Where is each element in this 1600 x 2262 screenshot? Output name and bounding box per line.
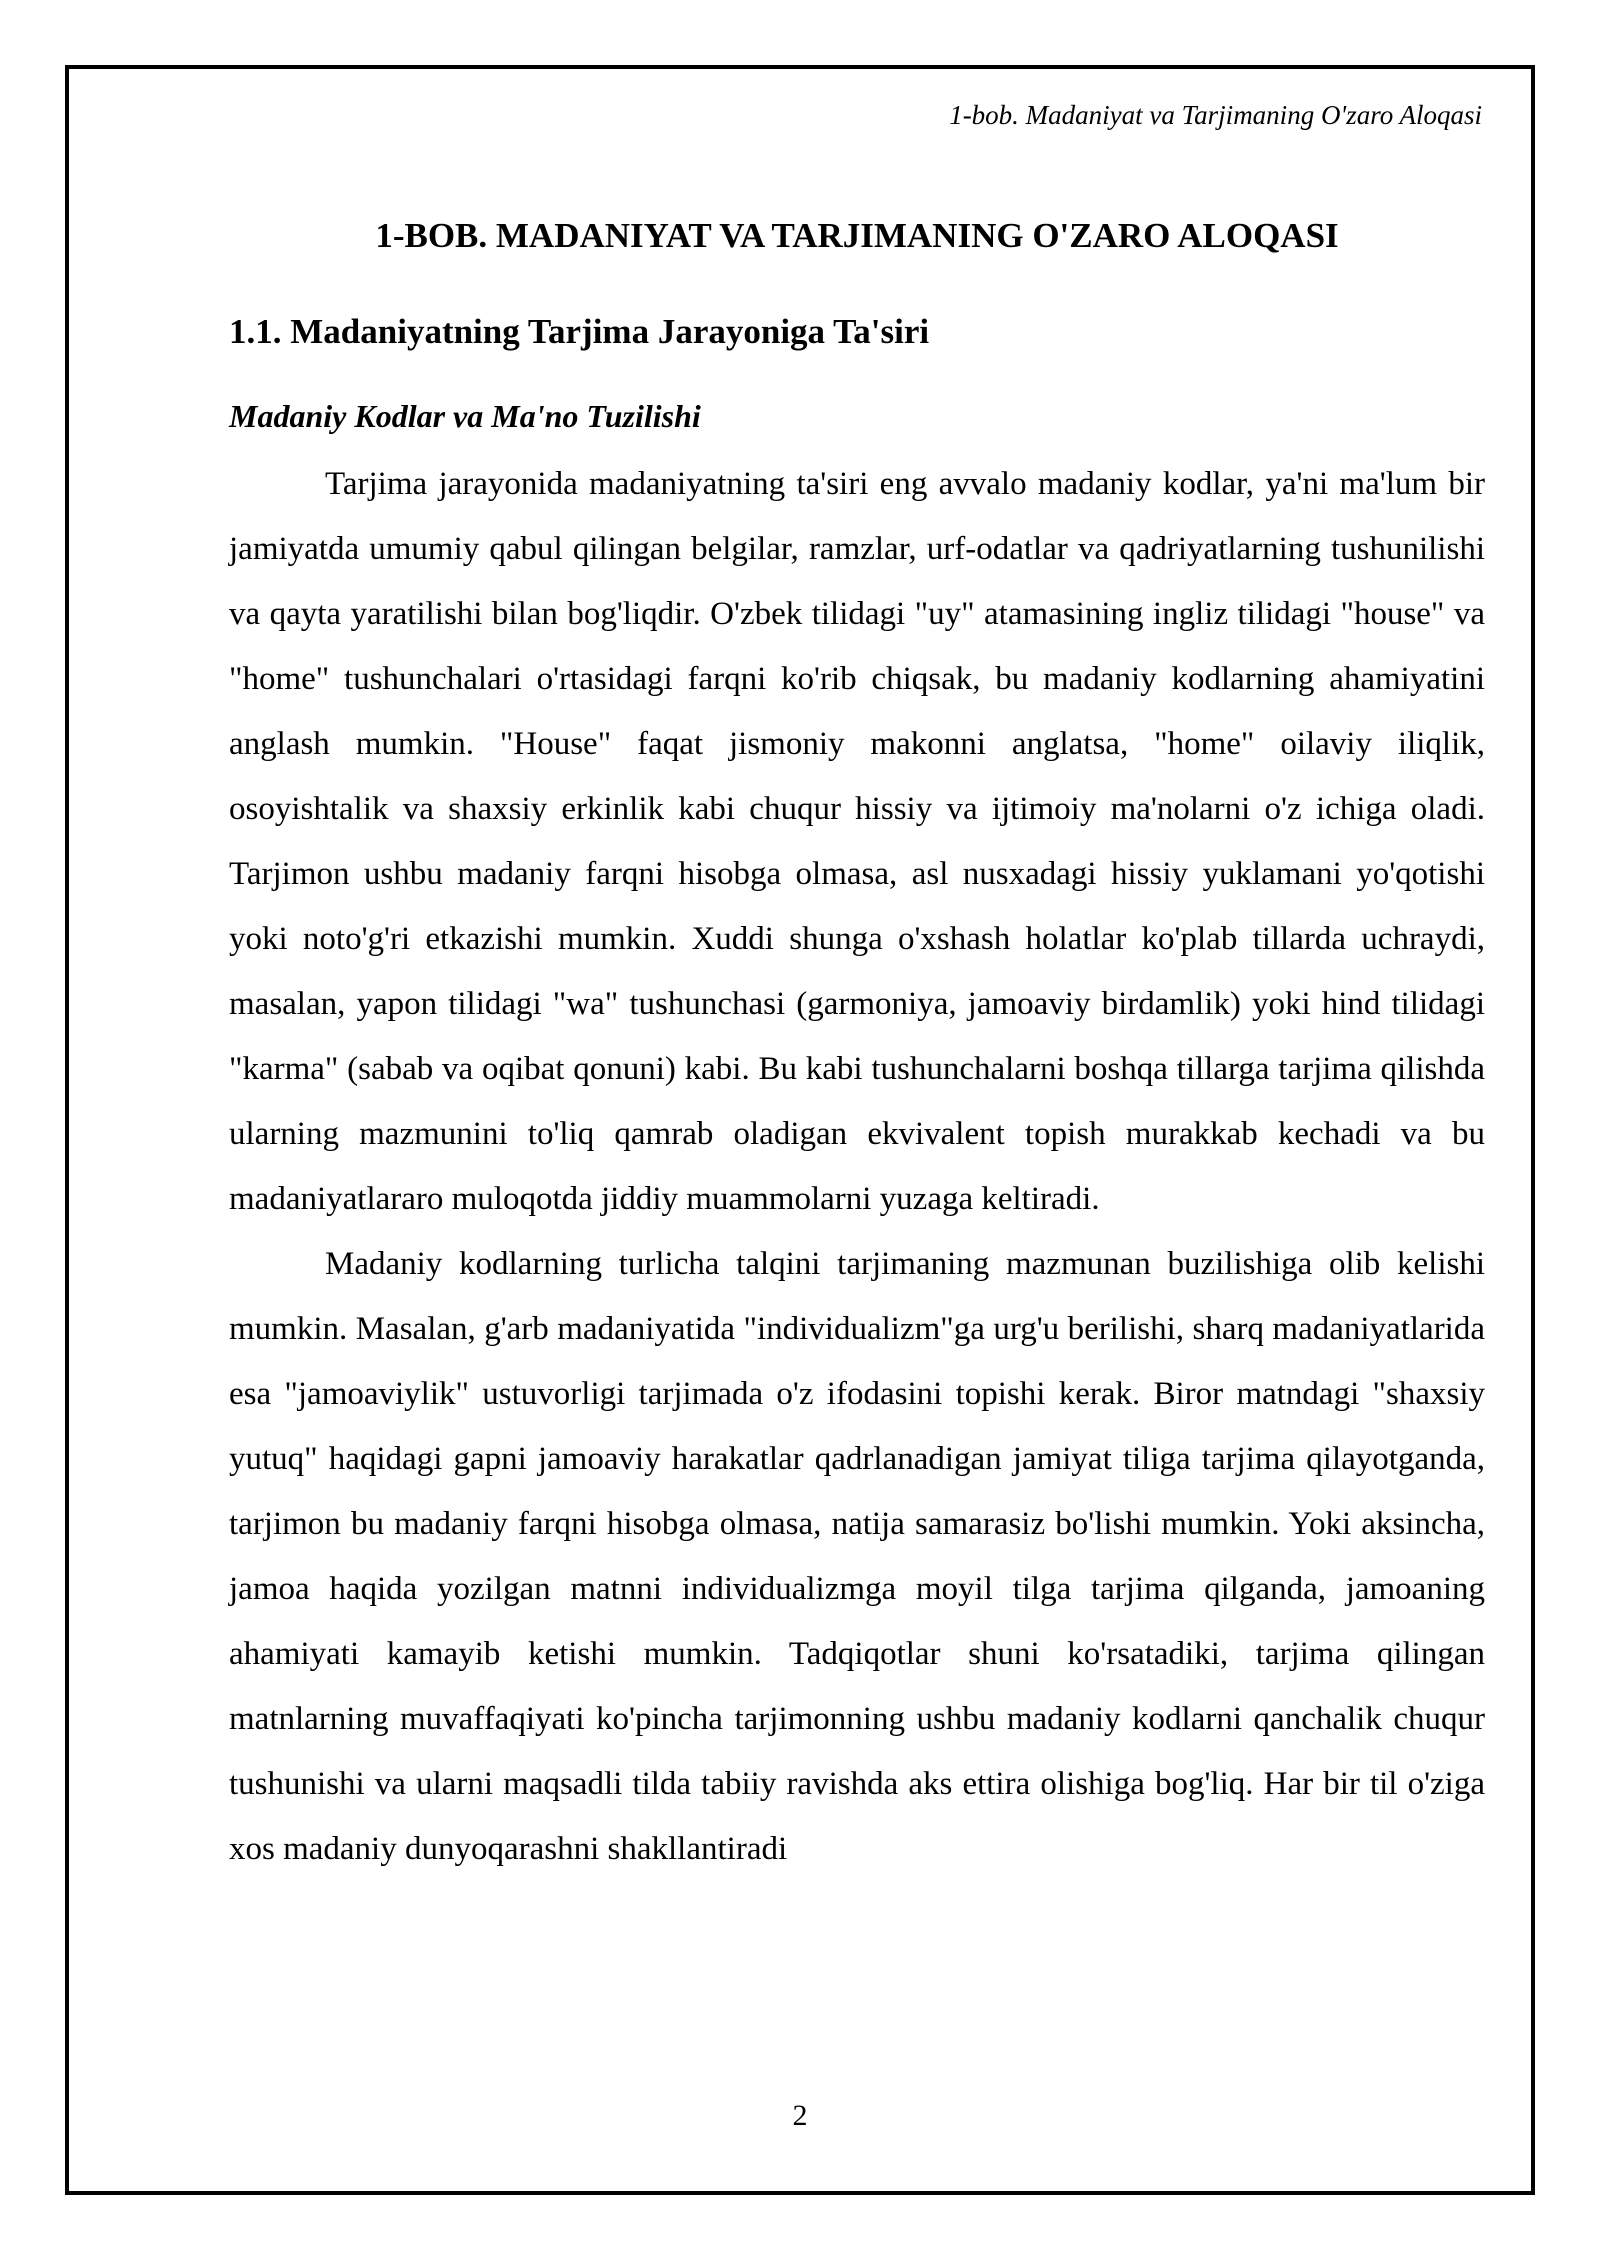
chapter-title: 1-BOB. MADANIYAT VA TARJIMANING O'ZARO ALOQASI bbox=[375, 216, 1339, 255]
subsection-title: Madaniy Kodlar va Ma'no Tuzilishi bbox=[229, 398, 701, 434]
page-number: 2 bbox=[792, 2099, 808, 2132]
body-paragraph: Tarjima jarayonida madaniyatning ta'siri eng avvalo madaniy kodlar, ya'ni ma'lum bir jamiyatda umumiy qabul qilingan belgilar, ramzlar, urf-odatlar va qadriyatlarning tushunilishi va qayta yaratilishi bilan bog'liqdir. O'zbek tilidagi "uy" atamasining ingliz tilidagi "house" va "home" tushunchalari o'rtasidagi farqni ko'rib chiqsak, bu madaniy kodlarning ahamiyatini anglash mumkin. "House" faqat jismoniy makonni anglatsa, "home" oilaviy iliqlik, osoyishtalik va shaxsiy erkinlik kabi chuqur hissiy va ijtimoiy ma'nolarni o'z ichiga oladi. Tarjimon ushbu madaniy farqni hisobga olmasa, asl nusxadagi hissiy yuklamani yo'qotishi yoki noto'g'ri etkazishi mumkin. Xuddi shunga o'xshash holatlar ko'plab tillarda uchraydi, masalan, yapon tilidagi "wa" tushunchasi (garmoniya, jamoaviy birdamlik) yoki hind tilidagi "karma" (sabab va oqibat qonuni) kabi. Bu kabi tushunchalarni boshqa tillarga tarjima qilishda ularning mazmunini to'liq qamrab oladigan ekvivalent topish murakkab kechadi va bu madaniyatlararo muloqotda jiddiy muammolarni yuzaga keltiradi. bbox=[229, 466, 1485, 1217]
section-title: 1.1. Madaniyatning Tarjima Jarayoniga Ta'siri bbox=[229, 312, 930, 351]
document-body bbox=[229, 214, 1485, 1882]
running-header: 1-bob. Madaniyat va Tarjimaning O'zaro Aloqasi bbox=[949, 100, 1482, 130]
body-paragraph: Madaniy kodlarning turlicha talqini tarjimaning mazmunan buzilishiga olib kelishi mumkin. Masalan, g'arb madaniyatida "individualizm"ga urg'u berilishi, sharq madaniyatlarida esa "jamoaviylik" ustuvorligi tarjimada o'z ifodasini topishi kerak. Biror matndagi "shaxsiy yutuq" haqidagi gapni jamoaviy harakatlar qadrlanadigan jamiyat tiliga tarjima qilayotganda, tarjimon bu madaniy farqni hisobga olmasa, natija samarasiz bo'lishi mumkin. Yoki aksincha, jamoa haqida yozilgan matnni individualizmga moyil tilga tarjima qilganda, jamoaning ahamiyati kamayib ketishi mumkin. Tadqiqotlar shuni ko'rsatadiki, tarjima qilingan matnlarning muvaffaqiyati ko'pincha tarjimonning ushbu madaniy kodlarni qanchalik chuqur tushunishi va ularni maqsadli tilda tabiiy ravishda aks ettira olishiga bog'liq. Har bir til o'ziga xos madaniy dunyoqarashni shakllantiradi bbox=[229, 1246, 1485, 1867]
